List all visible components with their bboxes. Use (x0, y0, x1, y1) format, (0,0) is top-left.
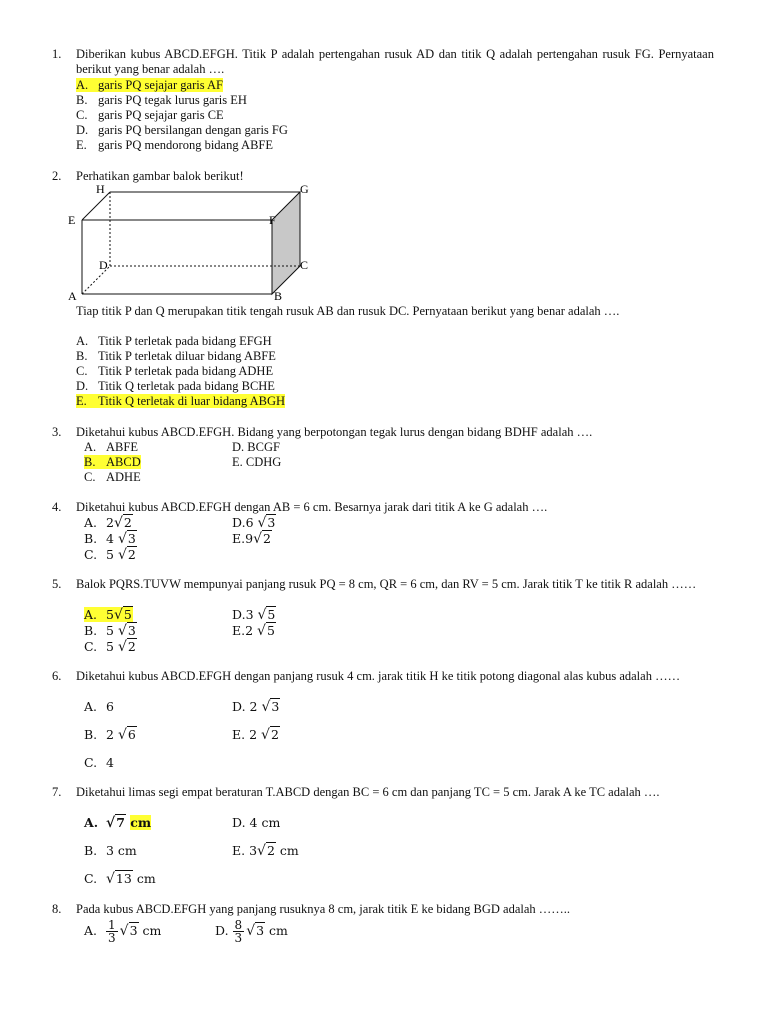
option-a: A. √7 cm (84, 815, 152, 831)
question-text: Perhatikan gambar balok berikut! (76, 169, 244, 183)
option-a: A. 5√5 (84, 607, 132, 623)
vertex-label-a: A (68, 289, 77, 303)
option-e: E. 3√2 cm (232, 843, 299, 859)
question-number: 3. (52, 425, 62, 439)
option-c: C. 5 √2 (84, 547, 136, 563)
option-c: C. 5 √2 (84, 639, 136, 655)
vertex-label-f: F (269, 213, 276, 227)
question-text: Diketahui kubus ABCD.EFGH dengan AB = 6 cm. Besarnya jarak dari titik A ke G adalah …. (76, 500, 548, 514)
option-e: E.2 √5 (232, 623, 275, 639)
option-c: C. √13 cm (84, 871, 156, 887)
question-text: Diberikan kubus ABCD.EFGH. Titik P adalah pertengahan rusuk AD dan titik Q adalah pertengahan rusuk FG. Pernyataan berikut yang benar adalah …. (76, 47, 714, 76)
question-text-2: Tiap titik P dan Q merupakan titik tengah rusuk AB dan rusuk DC. Pernyataan berikut yang benar adalah …. (76, 304, 620, 318)
option-b: B. 3 cm (84, 843, 137, 858)
option-b: B. 4 √3 (84, 531, 136, 547)
option-c: C. Titik P terletak pada bidang ADHE (76, 364, 274, 378)
option-e: E. 2 √2 (232, 727, 279, 743)
option-d: D. 4 cm (232, 815, 281, 830)
question-number: 1. (52, 47, 62, 61)
option-b: B. ABCD (84, 455, 141, 469)
question-text: Diketahui kubus ABCD.EFGH dengan panjang rusuk 4 cm. jarak titik H ke titik potong diagonal alas kubus adalah …… (76, 669, 681, 683)
vertex-label-c: C (300, 258, 309, 272)
vertex-label-h: H (96, 182, 105, 196)
question-number: 5. (52, 577, 62, 591)
vertex-label-d: D (99, 258, 108, 272)
option-a: A. $\frac{1}{3}$ √3 cm (84, 918, 162, 945)
question-text: Pada kubus ABCD.EFGH yang panjang rusuknya 8 cm, jarak titik E ke bidang BGD adalah …….. (76, 902, 571, 916)
question-number: 4. (52, 500, 62, 514)
option-b: B. garis PQ tegak lurus garis EH (76, 93, 247, 107)
option-c: C. garis PQ sejajar garis CE (76, 108, 224, 122)
option-b: B. 5 √3 (84, 623, 136, 639)
question-text: Diketahui kubus ABCD.EFGH. Bidang yang berpotongan tegak lurus dengan bidang BDHF adalah …. (76, 425, 593, 439)
option-a: A. Titik P terletak pada bidang EFGH (76, 334, 272, 348)
option-c: C. 4 (84, 755, 114, 770)
question-number: 2. (52, 169, 62, 183)
option-b: B. 2 √6 (84, 727, 136, 743)
option-d: D.3 √5 (232, 607, 276, 623)
option-a: A. ABFE (84, 440, 138, 454)
option-d: D. 2 √3 (232, 699, 280, 715)
option-d: D. BCGF (232, 440, 280, 454)
edge (82, 192, 110, 220)
question-text: Diketahui limas segi empat beraturan T.ABCD dengan BC = 6 cm dan panjang TC = 5 cm. Jarak A ke TC adalah …. (76, 785, 660, 799)
option-e: E. Titik Q terletak di luar bidang ABGH (76, 394, 286, 408)
vertex-label-e: E (68, 213, 76, 227)
option-e: E.9√2 (232, 531, 271, 547)
option-b: B. Titik P terletak diluar bidang ABFE (76, 349, 276, 363)
vertex-label-b: B (274, 289, 283, 303)
shaded-face-bcgf (272, 192, 300, 294)
option-a: A. garis PQ sejajar garis AF (76, 78, 223, 92)
option-d: D. Titik Q terletak pada bidang BCHE (76, 379, 275, 393)
question-text: Balok PQRS.TUVW mempunyai panjang rusuk PQ = 8 cm, QR = 6 cm, dan RV = 5 cm. Jarak titik T ke titik R adalah …… (76, 577, 697, 591)
option-d: D. garis PQ bersilangan dengan garis FG (76, 123, 288, 137)
option-c: C. ADHE (84, 470, 141, 484)
question-number: 6. (52, 669, 62, 683)
question-number: 7. (52, 785, 62, 799)
option-a: A. 6 (84, 699, 114, 714)
question-number: 8. (52, 902, 62, 916)
option-e: E. CDHG (232, 455, 282, 469)
option-e: E. garis PQ mendorong bidang ABFE (76, 138, 273, 152)
option-a: A. 2√2 (84, 515, 132, 531)
option-d: D.6 √3 (232, 515, 276, 531)
option-d: D. $\frac{8}{3}$ √3 cm (215, 918, 288, 945)
vertex-label-g: G (300, 182, 309, 196)
cuboid-figure (62, 180, 322, 305)
